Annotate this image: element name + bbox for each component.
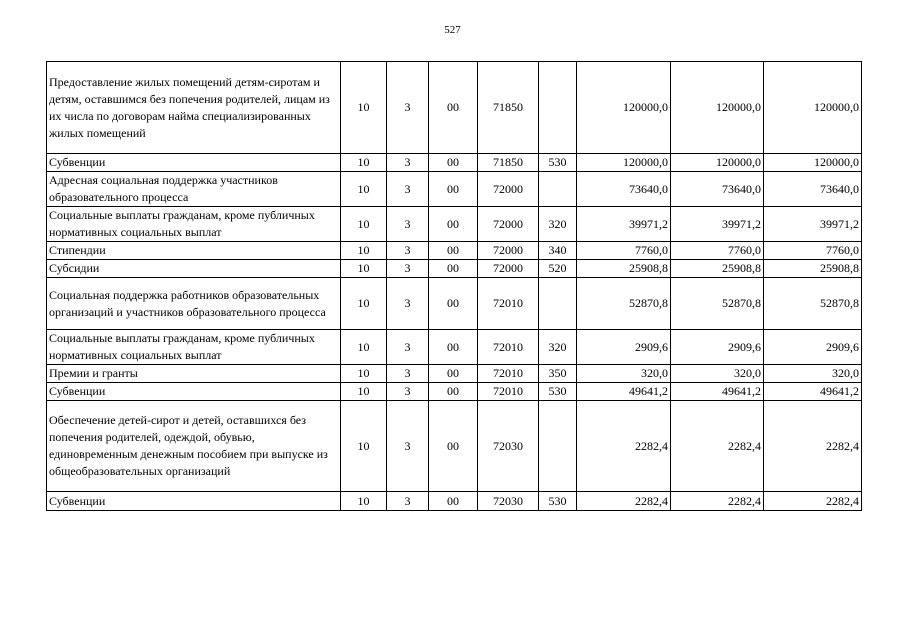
cell-expense-type: 350 — [539, 365, 577, 383]
cell-section: 10 — [341, 62, 387, 154]
cell-section: 10 — [341, 383, 387, 401]
cell-amount-3: 39971,2 — [764, 207, 862, 242]
cell-amount-3: 49641,2 — [764, 383, 862, 401]
cell-target-code: 72030 — [478, 401, 539, 492]
cell-program: 00 — [429, 383, 478, 401]
cell-section: 10 — [341, 278, 387, 330]
table-row — [47, 172, 862, 207]
cell-description: Субсидии — [47, 260, 341, 278]
cell-amount-2: 320,0 — [671, 365, 764, 383]
table-row — [47, 365, 862, 383]
cell-program: 00 — [429, 242, 478, 260]
cell-amount-3: 2282,4 — [764, 401, 862, 492]
cell-amount-2: 52870,8 — [671, 278, 764, 330]
cell-subsection: 3 — [387, 242, 429, 260]
cell-expense-type: 530 — [539, 492, 577, 511]
cell-section: 10 — [341, 492, 387, 511]
cell-expense-type: 530 — [539, 154, 577, 172]
cell-amount-2: 2909,6 — [671, 330, 764, 365]
table-row — [47, 492, 862, 511]
cell-amount-1: 2282,4 — [577, 492, 671, 511]
cell-subsection: 3 — [387, 492, 429, 511]
cell-amount-2: 2282,4 — [671, 401, 764, 492]
cell-amount-2: 120000,0 — [671, 62, 764, 154]
cell-amount-3: 320,0 — [764, 365, 862, 383]
cell-program: 00 — [429, 365, 478, 383]
cell-expense-type: 320 — [539, 330, 577, 365]
cell-expense-type — [539, 278, 577, 330]
cell-target-code: 71850 — [478, 154, 539, 172]
cell-amount-1: 52870,8 — [577, 278, 671, 330]
cell-amount-3: 120000,0 — [764, 154, 862, 172]
cell-amount-2: 25908,8 — [671, 260, 764, 278]
cell-amount-2: 120000,0 — [671, 154, 764, 172]
cell-expense-type: 320 — [539, 207, 577, 242]
cell-description: Социальная поддержка работников образовательных организаций и участников образовательного процесса — [47, 278, 341, 330]
cell-section: 10 — [341, 330, 387, 365]
cell-program: 00 — [429, 207, 478, 242]
cell-program: 00 — [429, 330, 478, 365]
cell-section: 10 — [341, 207, 387, 242]
cell-subsection: 3 — [387, 383, 429, 401]
cell-amount-3: 120000,0 — [764, 62, 862, 154]
cell-target-code: 72010 — [478, 330, 539, 365]
cell-subsection: 3 — [387, 172, 429, 207]
cell-amount-1: 49641,2 — [577, 383, 671, 401]
cell-amount-1: 7760,0 — [577, 242, 671, 260]
cell-expense-type — [539, 62, 577, 154]
cell-target-code: 72000 — [478, 260, 539, 278]
cell-program: 00 — [429, 154, 478, 172]
cell-amount-1: 320,0 — [577, 365, 671, 383]
cell-subsection: 3 — [387, 278, 429, 330]
cell-section: 10 — [341, 172, 387, 207]
cell-target-code: 71850 — [478, 62, 539, 154]
page-number: 527 — [444, 24, 461, 36]
cell-amount-1: 120000,0 — [577, 62, 671, 154]
cell-amount-3: 73640,0 — [764, 172, 862, 207]
cell-amount-3: 52870,8 — [764, 278, 862, 330]
cell-description: Социальные выплаты гражданам, кроме публичных нормативных социальных выплат — [47, 330, 341, 365]
cell-subsection: 3 — [387, 365, 429, 383]
cell-amount-1: 120000,0 — [577, 154, 671, 172]
cell-section: 10 — [341, 154, 387, 172]
cell-description: Субвенции — [47, 383, 341, 401]
cell-subsection: 3 — [387, 207, 429, 242]
cell-description: Субвенции — [47, 492, 341, 511]
cell-program: 00 — [429, 62, 478, 154]
cell-description: Социальные выплаты гражданам, кроме публичных нормативных социальных выплат — [47, 207, 341, 242]
cell-amount-2: 73640,0 — [671, 172, 764, 207]
cell-subsection: 3 — [387, 330, 429, 365]
cell-amount-1: 2282,4 — [577, 401, 671, 492]
cell-amount-2: 2282,4 — [671, 492, 764, 511]
cell-amount-1: 2909,6 — [577, 330, 671, 365]
table-row — [47, 207, 862, 242]
table-row — [47, 260, 862, 278]
cell-description: Стипендии — [47, 242, 341, 260]
cell-description: Субвенции — [47, 154, 341, 172]
cell-program: 00 — [429, 278, 478, 330]
table-row — [47, 383, 862, 401]
cell-program: 00 — [429, 260, 478, 278]
cell-amount-1: 25908,8 — [577, 260, 671, 278]
budget-table — [46, 61, 862, 511]
cell-target-code: 72010 — [478, 278, 539, 330]
table-row — [47, 242, 862, 260]
cell-subsection: 3 — [387, 62, 429, 154]
cell-program: 00 — [429, 172, 478, 207]
cell-program: 00 — [429, 401, 478, 492]
cell-description: Адресная социальная поддержка участников образовательного процесса — [47, 172, 341, 207]
cell-amount-2: 39971,2 — [671, 207, 764, 242]
cell-amount-1: 39971,2 — [577, 207, 671, 242]
cell-target-code: 72010 — [478, 383, 539, 401]
cell-expense-type: 530 — [539, 383, 577, 401]
cell-amount-1: 73640,0 — [577, 172, 671, 207]
cell-expense-type: 520 — [539, 260, 577, 278]
table-row — [47, 62, 862, 154]
cell-target-code: 72010 — [478, 365, 539, 383]
cell-description: Обеспечение детей-сирот и детей, оставшихся без попечения родителей, одеждой, обувью, единовременным денежным пособием при выпуске из общеобразовательных организаций — [47, 401, 341, 492]
cell-subsection: 3 — [387, 401, 429, 492]
cell-amount-2: 49641,2 — [671, 383, 764, 401]
table-row — [47, 401, 862, 492]
cell-subsection: 3 — [387, 260, 429, 278]
table-row — [47, 330, 862, 365]
table-row — [47, 154, 862, 172]
cell-target-code: 72000 — [478, 207, 539, 242]
cell-section: 10 — [341, 260, 387, 278]
cell-expense-type: 340 — [539, 242, 577, 260]
cell-amount-2: 7760,0 — [671, 242, 764, 260]
cell-amount-3: 25908,8 — [764, 260, 862, 278]
cell-expense-type — [539, 172, 577, 207]
cell-section: 10 — [341, 401, 387, 492]
table-row — [47, 278, 862, 330]
cell-section: 10 — [341, 242, 387, 260]
cell-amount-3: 2909,6 — [764, 330, 862, 365]
cell-target-code: 72000 — [478, 172, 539, 207]
cell-description: Премии и гранты — [47, 365, 341, 383]
cell-amount-3: 7760,0 — [764, 242, 862, 260]
cell-target-code: 72000 — [478, 242, 539, 260]
cell-target-code: 72030 — [478, 492, 539, 511]
cell-amount-3: 2282,4 — [764, 492, 862, 511]
table-body — [47, 62, 862, 511]
cell-description: Предоставление жилых помещений детям-сиротам и детям, оставшимся без попечения родителей, лицам из их числа по договорам найма специализированных жилых помещений — [47, 62, 341, 154]
cell-program: 00 — [429, 492, 478, 511]
cell-section: 10 — [341, 365, 387, 383]
cell-expense-type — [539, 401, 577, 492]
cell-subsection: 3 — [387, 154, 429, 172]
